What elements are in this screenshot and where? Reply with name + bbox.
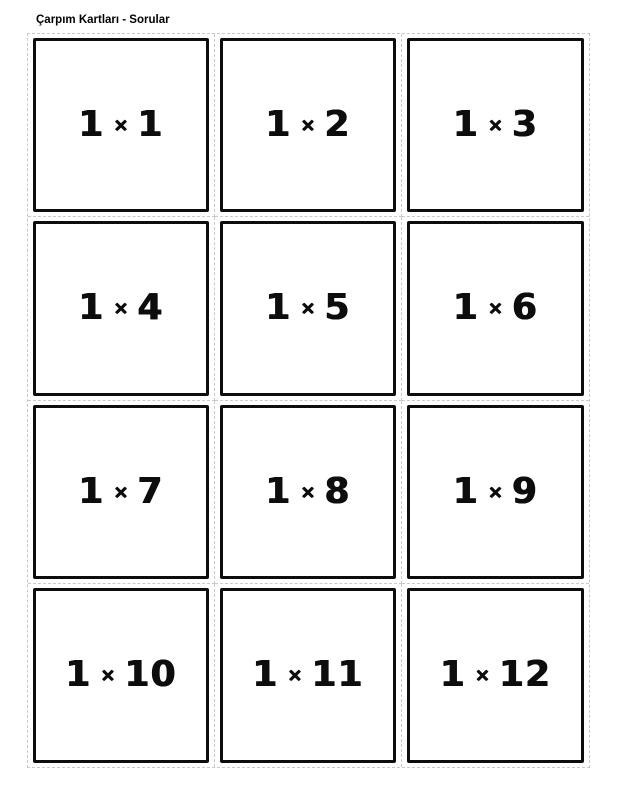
multiplication-card xyxy=(407,588,584,763)
multiply-icon: × xyxy=(100,665,116,687)
multiply-icon: × xyxy=(487,115,504,137)
multiply-icon: × xyxy=(487,481,504,503)
card-cell xyxy=(215,217,402,400)
card-factor-2: 1 xyxy=(137,104,164,146)
multiply-icon: × xyxy=(300,298,316,320)
card-cell xyxy=(215,584,402,767)
card-cell xyxy=(28,401,215,584)
multiplication-card xyxy=(33,405,209,579)
card-factor-2: 11 xyxy=(311,654,364,696)
card-factor-1: 1 xyxy=(265,287,292,329)
card-factor-1: 1 xyxy=(78,287,105,329)
card-factor-2: 7 xyxy=(137,470,164,512)
flashcard-grid xyxy=(27,33,590,768)
multiply-icon: × xyxy=(113,481,129,503)
card-factor-1: 1 xyxy=(439,654,466,696)
card-cell xyxy=(402,34,589,217)
card-factor-1: 1 xyxy=(252,654,279,696)
multiply-icon: × xyxy=(300,481,316,503)
card-cell xyxy=(402,217,589,400)
card-factor-2: 12 xyxy=(499,654,552,696)
card-factor-1: 1 xyxy=(452,104,479,146)
card-factor-2: 2 xyxy=(324,104,351,146)
card-factor-2: 9 xyxy=(512,470,539,512)
card-cell xyxy=(215,401,402,584)
multiply-icon: × xyxy=(300,115,316,137)
card-factor-2: 4 xyxy=(137,287,164,329)
multiply-icon: × xyxy=(287,665,303,687)
card-cell xyxy=(28,584,215,767)
card-factor-1: 1 xyxy=(65,654,92,696)
multiply-icon: × xyxy=(113,115,129,137)
multiplication-card xyxy=(407,38,584,212)
card-cell xyxy=(215,34,402,217)
multiplication-card xyxy=(220,588,396,763)
multiply-icon: × xyxy=(487,298,504,320)
multiplication-card xyxy=(220,38,396,212)
card-factor-1: 1 xyxy=(78,104,105,146)
card-factor-2: 8 xyxy=(324,470,351,512)
page-title: Çarpım Kartları - Sorular xyxy=(36,14,170,26)
card-factor-1: 1 xyxy=(78,470,105,512)
card-factor-2: 10 xyxy=(124,654,177,696)
card-factor-2: 6 xyxy=(512,287,539,329)
card-factor-2: 3 xyxy=(512,104,539,146)
multiplication-card xyxy=(220,221,396,395)
card-factor-1: 1 xyxy=(452,470,479,512)
card-factor-1: 1 xyxy=(265,470,292,512)
multiplication-card xyxy=(33,588,209,763)
multiplication-card xyxy=(220,405,396,579)
multiply-icon: × xyxy=(113,298,129,320)
multiply-icon: × xyxy=(474,665,491,687)
card-factor-1: 1 xyxy=(452,287,479,329)
card-cell xyxy=(402,401,589,584)
card-cell xyxy=(28,34,215,217)
multiplication-card xyxy=(407,221,584,395)
card-cell xyxy=(28,217,215,400)
card-factor-1: 1 xyxy=(265,104,292,146)
multiplication-card xyxy=(407,405,584,579)
multiplication-card xyxy=(33,221,209,395)
card-factor-2: 5 xyxy=(324,287,351,329)
card-cell xyxy=(402,584,589,767)
multiplication-card xyxy=(33,38,209,212)
